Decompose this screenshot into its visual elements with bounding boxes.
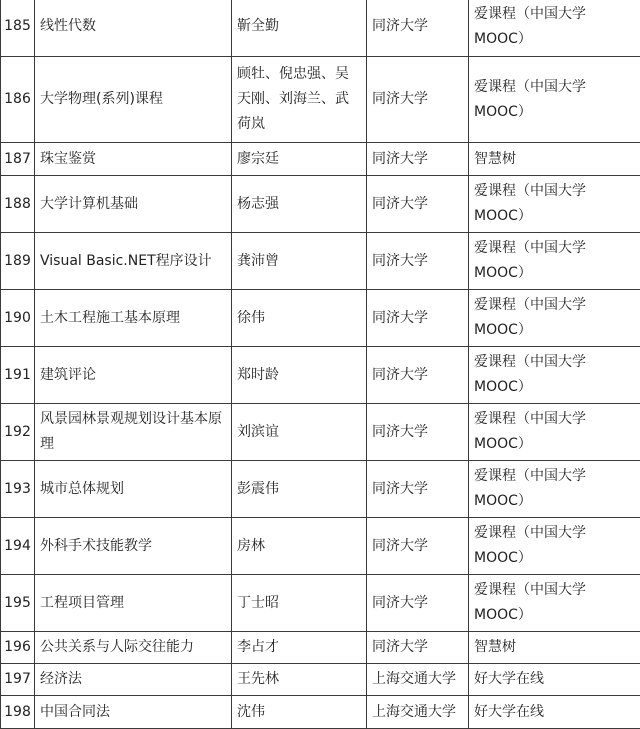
school-name: 上海交通大学	[367, 696, 469, 729]
course-name: 中国合同法	[35, 696, 232, 729]
teacher-name: 彭震伟	[232, 461, 367, 518]
course-name: 土木工程施工基本原理	[35, 290, 232, 347]
platform-name: 爱课程（中国大学 MOOC）	[469, 347, 640, 404]
school-name: 同济大学	[367, 233, 469, 290]
table-row	[1, 632, 640, 664]
course-name: 珠宝鉴赏	[35, 143, 232, 176]
teacher-name: 郑时龄	[232, 347, 367, 404]
table-row	[1, 664, 640, 696]
table-row	[1, 696, 640, 729]
course-name: 风景园林景观规划设计基本原理	[35, 404, 232, 461]
course-name: 线性代数	[35, 0, 232, 57]
row-number: 196	[1, 632, 35, 664]
school-name: 同济大学	[367, 461, 469, 518]
row-number: 192	[1, 404, 35, 461]
platform-name: 爱课程（中国大学 MOOC）	[469, 233, 640, 290]
school-name: 同济大学	[367, 575, 469, 632]
platform-name: 爱课程（中国大学 MOOC）	[469, 575, 640, 632]
teacher-name: 刘滨谊	[232, 404, 367, 461]
row-number: 195	[1, 575, 35, 632]
course-name: 工程项目管理	[35, 575, 232, 632]
school-name: 同济大学	[367, 518, 469, 575]
school-name: 同济大学	[367, 143, 469, 176]
school-name: 同济大学	[367, 0, 469, 57]
row-number: 186	[1, 57, 35, 143]
course-name: 公共关系与人际交往能力	[35, 632, 232, 664]
teacher-name: 房林	[232, 518, 367, 575]
platform-name: 爱课程（中国大学 MOOC）	[469, 461, 640, 518]
row-number: 193	[1, 461, 35, 518]
table-row	[1, 575, 640, 632]
row-number: 197	[1, 664, 35, 696]
row-number: 187	[1, 143, 35, 176]
platform-name: 智慧树	[469, 143, 640, 176]
teacher-name: 靳全勤	[232, 0, 367, 57]
teacher-name: 廖宗廷	[232, 143, 367, 176]
course-name: 建筑评论	[35, 347, 232, 404]
platform-name: 爱课程（中国大学 MOOC）	[469, 0, 640, 57]
table-row	[1, 233, 640, 290]
table-row	[1, 518, 640, 575]
school-name: 同济大学	[367, 176, 469, 233]
teacher-name: 龚沛曾	[232, 233, 367, 290]
table-row	[1, 404, 640, 461]
table-row	[1, 143, 640, 176]
school-name: 同济大学	[367, 404, 469, 461]
row-number: 189	[1, 233, 35, 290]
school-name: 上海交通大学	[367, 664, 469, 696]
platform-name: 爱课程（中国大学 MOOC）	[469, 57, 640, 143]
school-name: 同济大学	[367, 632, 469, 664]
course-name: 经济法	[35, 664, 232, 696]
platform-name: 爱课程（中国大学 MOOC）	[469, 176, 640, 233]
teacher-name: 沈伟	[232, 696, 367, 729]
table-row	[1, 461, 640, 518]
teacher-name: 李占才	[232, 632, 367, 664]
row-number: 188	[1, 176, 35, 233]
row-number: 191	[1, 347, 35, 404]
teacher-name: 丁士昭	[232, 575, 367, 632]
teacher-name: 杨志强	[232, 176, 367, 233]
school-name: 同济大学	[367, 290, 469, 347]
teacher-name: 徐伟	[232, 290, 367, 347]
teacher-name: 王先林	[232, 664, 367, 696]
platform-name: 智慧树	[469, 632, 640, 664]
teacher-name: 顾牡、倪忠强、吴天刚、刘海兰、武荷岚	[232, 57, 367, 143]
platform-name: 爱课程（中国大学 MOOC）	[469, 404, 640, 461]
school-name: 同济大学	[367, 347, 469, 404]
table-row	[1, 290, 640, 347]
platform-name: 好大学在线	[469, 696, 640, 729]
table-row	[1, 57, 640, 143]
platform-name: 爱课程（中国大学 MOOC）	[469, 290, 640, 347]
platform-name: 好大学在线	[469, 664, 640, 696]
course-name: 大学物理(系列)课程	[35, 57, 232, 143]
course-name: 城市总体规划	[35, 461, 232, 518]
row-number: 194	[1, 518, 35, 575]
row-number: 190	[1, 290, 35, 347]
platform-name: 爱课程（中国大学 MOOC）	[469, 518, 640, 575]
course-name: 大学计算机基础	[35, 176, 232, 233]
table-row	[1, 0, 640, 57]
school-name: 同济大学	[367, 57, 469, 143]
course-name: 外科手术技能教学	[35, 518, 232, 575]
course-name: Visual Basic.NET程序设计	[35, 233, 232, 290]
row-number: 185	[1, 0, 35, 57]
table-row	[1, 176, 640, 233]
row-number: 198	[1, 696, 35, 729]
table-row	[1, 347, 640, 404]
